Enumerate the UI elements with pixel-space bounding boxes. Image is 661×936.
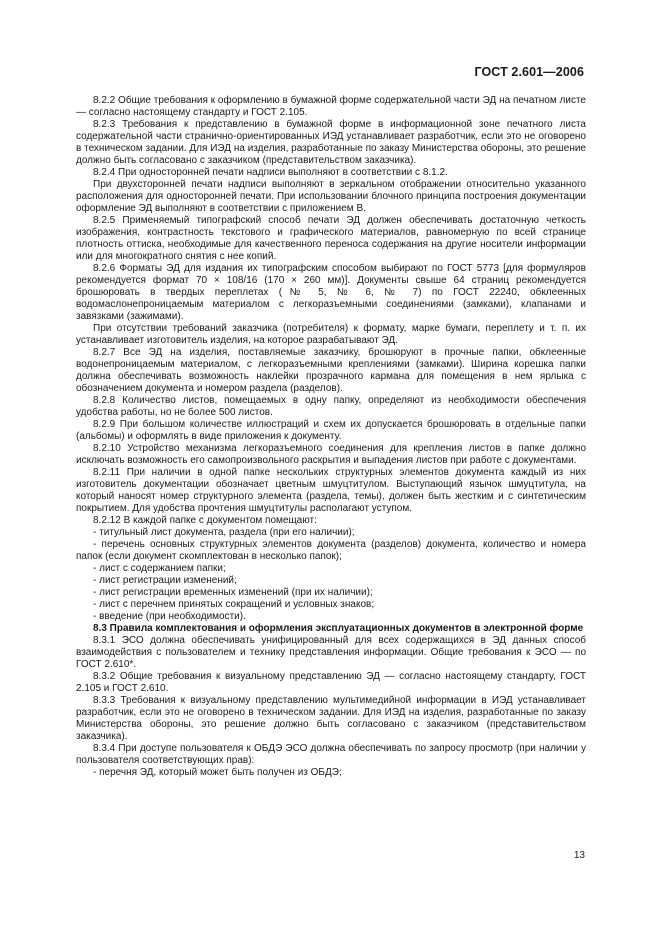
paragraph-customer-requirements: При отсутствии требований заказчика (потребителя) к формату, марке бумаги, переплету и т. п. их устанавливает изготовитель изделия, на которое разрабатывают ЭД. xyxy=(76,323,586,346)
paragraph-8-3-3: 8.3.3 Требования к визуальному представлению мультимедийной информации в ИЭД устанавливает разработчик, если это не оговорено в техническом задании. Для ИЭД на изделия, разработанные по заказу Министерства обороны, это решение должно быть согласовано с заказчиком (представительством заказчика). xyxy=(76,695,586,742)
paragraph-8-2-10: 8.2.10 Устройство механизма легкоразъемного соединения для крепления листов в папке должно исключать возможность его самопроизвольного раскрытия и выпадения листов при работе с документами. xyxy=(76,443,586,466)
document-header: ГОСТ 2.601—2006 xyxy=(474,65,584,79)
list-item: - перечень основных структурных элементов документа (разделов) документа, количество и номера папок (если документ скомплектован в несколько папок); xyxy=(76,539,586,562)
paragraph-8-3-2: 8.3.2 Общие требования к визуальному представлению ЭД — согласно настоящему стандарту, ГОСТ 2.105 и ГОСТ 2.610. xyxy=(76,671,586,694)
paragraph-8-2-9: 8.2.9 При большом количестве иллюстраций и схем их допускается брошюровать в отдельные папки (альбомы) и оформлять в виде приложения к документу. xyxy=(76,419,586,442)
paragraph-duplex-printing: При двухсторонней печати надписи выполняют в зеркальном отображении относительно указанного расположения для односторонней печати. При использовании блочного принципа построения документации оформление ЭД выполняют в соответствии с приложением В. xyxy=(76,179,586,214)
page-number: 13 xyxy=(573,850,585,861)
list-item: - лист с перечнем принятых сокращений и условных знаков; xyxy=(93,599,375,610)
paragraph-8-3-1: 8.3.1 ЭСО должна обеспечивать унифицированный для всех содержащихся в ЭД данных способ взаимодействия с пользователем и технику представления информации. Общие требования к ЭСО — по ГОСТ 2.610*. xyxy=(76,635,586,670)
list-item: - титульный лист документа, раздела (при его наличии); xyxy=(93,527,355,538)
paragraph-8-2-3: 8.2.3 Требования к представлению в бумажной форме в информационной зоне печатного листа содержательной части странично-ориентированных ИЭД устанавливает разработчик, если это не оговорено в техническом задании. Для ИЭД на изделия, разработанные по заказу Министерства обороны, это решение должно быть согласовано с заказчиком (представительством заказчика). xyxy=(76,119,586,166)
list-item: - лист с содержанием папки; xyxy=(93,563,226,574)
paragraph-8-2-11: 8.2.11 При наличии в одной папке нескольких структурных элементов документа каждый из них изготовитель документации обозначает цветным шмуцтитулом. Выступающий язычок шмуцтитула, на который наносят номер структурного элемента (раздела, темы), должен быть жестким и с синтетическим покрытием. Для удобства прочтения шмуцтитулы располагают уступом. xyxy=(76,467,586,514)
paragraph-8-2-8: 8.2.8 Количество листов, помещаемых в одну папку, определяют из необходимости обеспечения удобства работы, но не более 500 листов. xyxy=(76,395,586,418)
paragraph-8-2-12: 8.2.12 В каждой папке с документом помещают: xyxy=(93,515,317,526)
list-item: - перечня ЭД, который может быть получен из ОБДЭ; xyxy=(93,767,342,778)
list-item: - лист регистрации временных изменений (при их наличии); xyxy=(93,587,373,598)
document-body xyxy=(76,95,586,779)
paragraph-8-2-7: 8.2.7 Все ЭД на изделия, поставляемые заказчику, брошюруют в прочные папки, обклеенные водонепроницаемым материалом, с легкоразъемными креплениями (замками). Ширина корешка папки должна обеспечивать возможность наклейки прозрачного кармана для помещения в нем ярлыка с обозначением документа и номером раздела (разделов). xyxy=(76,347,586,394)
paragraph-8-2-4: 8.2.4 При односторонней печати надписи выполняют в соответствии с 8.1.2. xyxy=(93,167,448,178)
paragraph-8-2-6: 8.2.6 Форматы ЭД для издания их типографским способом выбирают по ГОСТ 5773 [для формуляров рекомендуется формат 70 × 108/16 (170 × 260 мм)]. Документы свыше 64 страниц рекомендуется брошюровать в твердых переплетах (№ 5, № 6, № 7) по ГОСТ 22240, обклеенных водомаслонепроницаемым материалом с легкоразъемными соединениями (замками), клапанами и завязками (зажимами). xyxy=(76,263,586,322)
list-item: - лист регистрации изменений; xyxy=(93,575,237,586)
paragraph-8-2-5: 8.2.5 Применяемый типографский способ печати ЭД должен обеспечивать достаточную четкость изображения, контрастность текстового и графического материалов, равномерную по всей странице плотность оттиска, необходимые для качественного переноса содержания на другие носители информации или для многократного снятия с нее копий. xyxy=(76,215,586,262)
paragraph-8-3-4: 8.3.4 При доступе пользователя к ОБДЭ ЭСО должна обеспечивать по запросу просмотр (при наличии у пользователя соответствующих прав): xyxy=(76,743,586,766)
section-heading-8-3: 8.3 Правила комплектования и оформления эксплуатационных документов в электронной форме xyxy=(93,623,584,634)
paragraph-8-2-2: 8.2.2 Общие требования к оформлению в бумажной форме содержательной части ЭД на печатном листе — согласно настоящему стандарту и ГОСТ 2.105. xyxy=(76,95,586,118)
list-item: - введение (при необходимости). xyxy=(93,611,246,622)
